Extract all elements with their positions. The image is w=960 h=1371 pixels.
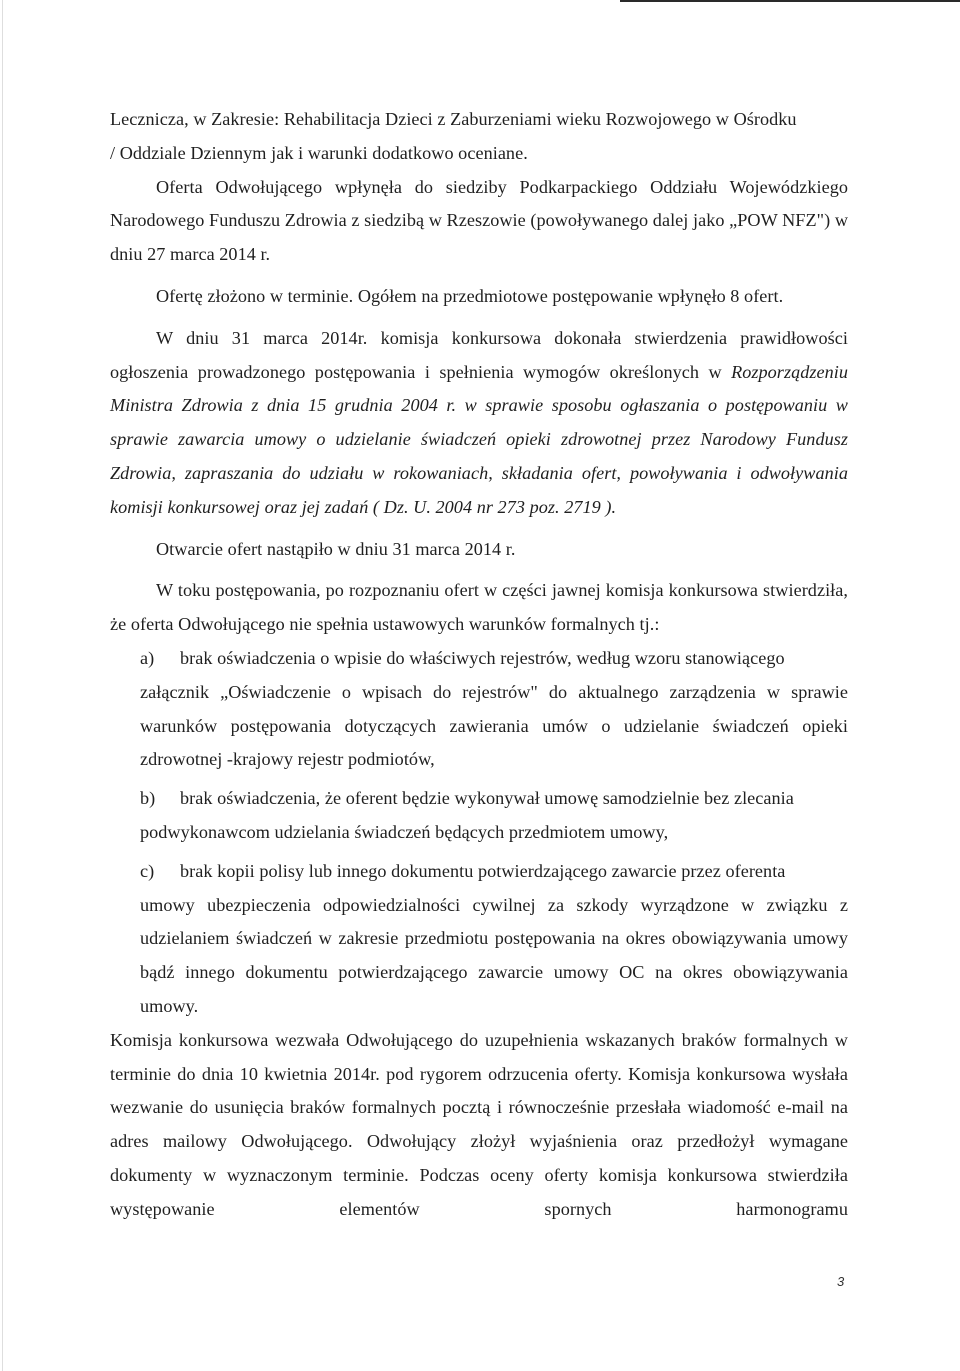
- list-marker: b): [140, 788, 156, 809]
- paragraph-offers-opening: Otwarcie ofert nastąpiło w dniu 31 marca 2014 r.: [156, 538, 516, 559]
- list-marker: c): [140, 860, 155, 881]
- list-item-lead: brak oświadczenia, że oferent będzie wykonywał umowę samodzielnie bez zlecania: [180, 788, 794, 809]
- scan-top-edge-line: [620, 0, 960, 2]
- list-item-lead: brak oświadczenia o wpisie do właściwych rejestrów, według wzoru stanowiącego: [180, 647, 785, 668]
- paragraph-offer-submitted: Ofertę złożono w terminie. Ogółem na przedmiotowe postępowanie wpłynęło 8 ofert.: [156, 285, 784, 306]
- list-item-lead: brak kopii polisy lub innego dokumentu potwierdzającego zawarcie przez oferenta: [180, 860, 786, 881]
- document-page: [110, 103, 848, 1227]
- deficiency-list: [110, 642, 848, 1024]
- list-item: [110, 642, 848, 777]
- paragraph-text: W dniu 31 marca 2014r. komisja konkursowa dokonała stwierdzenia prawidłowości ogłoszenia prowadzonego postępowania i spełnienia wymogów określonych w: [110, 327, 848, 382]
- paragraph-formal-deficiencies: W toku postępowania, po rozpoznaniu ofert w części jawnej komisja konkursowa stwierdziła, że oferta Odwołującego nie spełnia ustawowych warunków formalnych tj.:: [110, 580, 848, 635]
- scan-left-edge: [2, 0, 3, 1371]
- paragraph-commission-verification: [110, 322, 848, 525]
- list-marker: a): [140, 647, 155, 668]
- paragraph-commission-summons: Komisja konkursowa wezwała Odwołującego do uzupełnienia wskazanych braków formalnych w terminie do dnia 10 kwietnia 2014r. pod rygorem odrzucenia oferty. Komisja konkursowa wysłała wezwanie do usunięcia braków formalnych pocztą i równocześnie przesłała wiadomość e-mail na adres mailowy Odwołującego. Odwołujący złożył wyjaśnienia oraz przedłożył wymagane dokumenty w wyznaczonym terminie. Podczas oceny oferty komisja konkursowa stwierdziła występowanie elementów spornych harmonogramu: [110, 1029, 848, 1219]
- page-number: 3: [837, 1274, 845, 1289]
- regulation-citation: Rozporządzeniu Ministra Zdrowia z dnia 15 grudnia 2004 r. w sprawie sposobu ogłaszania o postępowaniu w sprawie zawarcia umowy o udzielanie świadczeń opieki zdrowotnej przez Narodowy Fundusz Zdrowia, zapraszania do udziału w rokowaniach, składania ofert, powoływania i odwoływania komisji konkursowej oraz jej zadań ( Dz. U. 2004 nr 273 poz. 2719 ).: [110, 361, 848, 517]
- list-item-text: umowy ubezpieczenia odpowiedzialności cywilnej za szkody wyrządzone w związku z udzielaniem świadczeń w zakresie przedmiotu postępowania na okres obowiązywania umowy bądź innego dokumentu potwierdzającego zawarcie umowy OC na okres obowiązywania umowy.: [140, 894, 848, 1016]
- list-item-text: załącznik „Oświadczenie o wpisach do rejestrów" do aktualnego zarządzenia w sprawie warunków postępowania dotyczących zawierania umów o udzielanie świadczeń opieki zdrowotnej -krajowy rejestr podmiotów,: [140, 681, 848, 770]
- list-item: [110, 782, 848, 850]
- list-item: [110, 855, 848, 1024]
- paragraph-continuation: [110, 103, 848, 171]
- list-item-text: podwykonawcom udzielania świadczeń będących przedmiotem umowy,: [140, 821, 669, 842]
- paragraph-line: Lecznicza, w Zakresie: Rehabilitacja Dzieci z Zaburzeniami wieku Rozwojowego w Ośrodku: [110, 109, 797, 129]
- paragraph-offer-received: Oferta Odwołującego wpłynęła do siedziby Podkarpackiego Oddziału Wojewódzkiego Narodowego Funduszu Zdrowia z siedzibą w Rzeszowie (powoływanego dalej jako „POW NFZ") w dniu 27 marca 2014 r.: [110, 176, 848, 265]
- paragraph-line: / Oddziale Dziennym jak i warunki dodatkowo oceniane.: [110, 142, 528, 163]
